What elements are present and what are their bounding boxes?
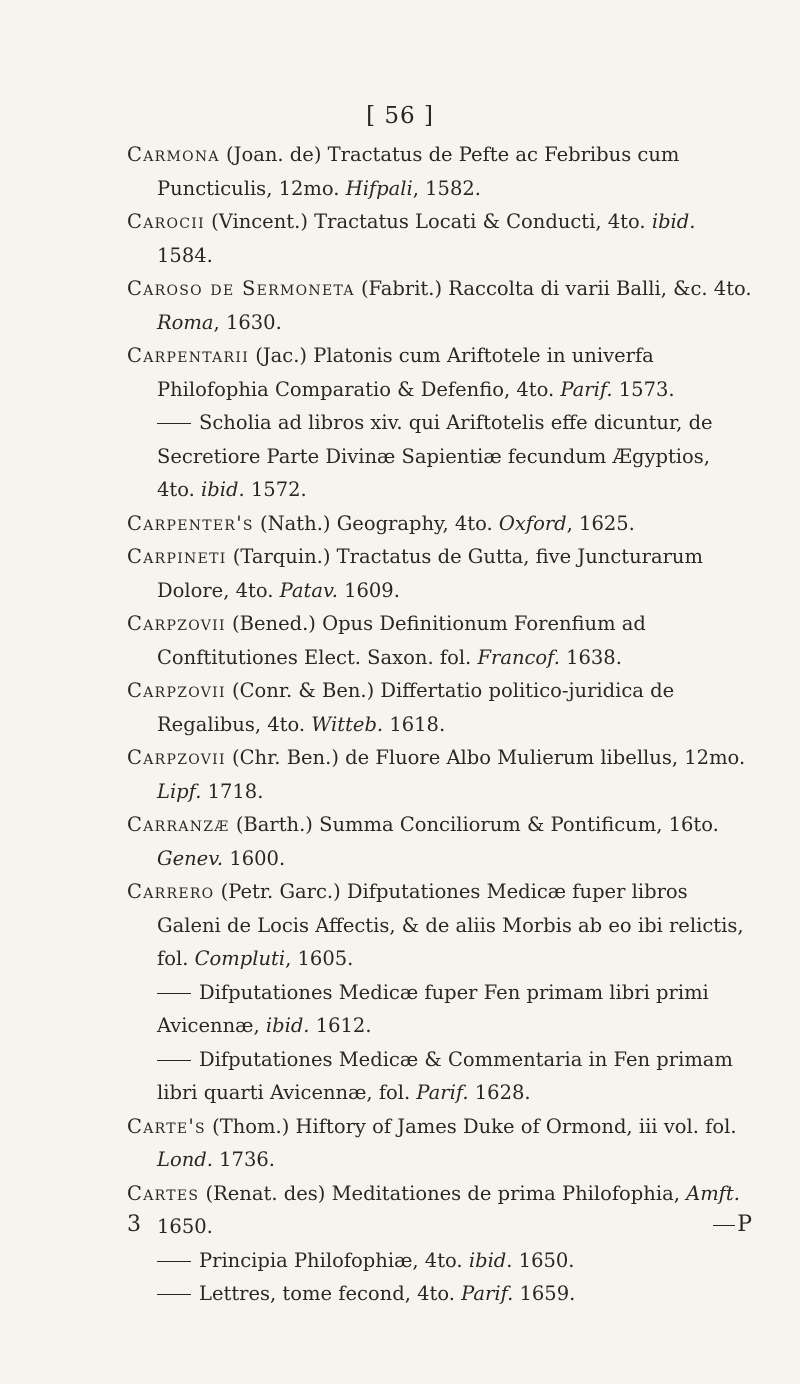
entry-text: Scholia ad libros xiv. qui Ariftotelis effe dicuntur, de Secretiore Parte Divinæ Sapientiæ fecundum Ægyptios, 4to. — [157, 411, 713, 501]
imprint-place: ibid. — [201, 478, 245, 501]
entry-text: (Joan. de) Tractatus de Pefte ac Febribus cum Puncticulis, 12mo. — [157, 143, 680, 200]
author-name: Cartes — [127, 1181, 200, 1205]
imprint-year: 1650. — [512, 1248, 575, 1272]
entry-text: (Chr. Ben.) de Fluore Albo Mulierum libellus, 12mo. — [225, 746, 746, 769]
entry-text: Difputationes Medicæ & Commentaria in Fen primam libri quarti Avicennæ, fol. — [157, 1047, 733, 1104]
bibliography-entry — [127, 607, 752, 674]
imprint-year: 1650. — [157, 1215, 213, 1238]
entry-text: Principia Philofophiæ, 4to. — [199, 1248, 469, 1272]
imprint-place: ibid. — [265, 1014, 310, 1037]
imprint-year: , 1582. — [412, 176, 481, 200]
entry-text: (Jac.) Platonis cum Ariftotele in univerfa Philofophia Comparatio & Defenfio, 4to. — [157, 344, 654, 401]
entry-text: (Fabrit.) Raccolta di varii Balli, &c. 4to. — [354, 277, 752, 300]
imprint-place: ibid. — [468, 1248, 513, 1272]
imprint-year: 1718. — [201, 779, 264, 803]
imprint-year: 1573. — [612, 377, 675, 401]
imprint-place: Francof. — [477, 645, 560, 669]
entry-text: (Bened.) Opus Definitionum Forenfium ad Conftitutiones Elect. Saxon. fol. — [157, 612, 646, 669]
sub-entry — [127, 976, 752, 1043]
imprint-year: 1659. — [513, 1282, 576, 1305]
imprint-year: , 1625. — [566, 511, 635, 535]
entry-text: Difputationes Medicæ fuper Fen primam libri primi Avicennæ, — [157, 980, 709, 1037]
bibliography-entry — [127, 272, 752, 339]
entry-text: (Petr. Garc.) Difputationes Medicæ fuper libros Galeni de Locis Affectis, & de aliis Morbis ab eo ibi relictis, fol. — [157, 880, 744, 970]
bibliography-entry — [127, 1110, 752, 1177]
entry-text: (Conr. & Ben.) Differtatio politico-juridica de Regalibus, 4to. — [157, 679, 675, 736]
catchword-dash — [713, 1225, 735, 1226]
catchword-text: P — [737, 1212, 752, 1237]
entry-text: (Thom.) Hiftory of James Duke of Ormond, iii vol. fol. — [205, 1114, 737, 1138]
imprint-year: 1638. — [559, 645, 622, 669]
imprint-year: 1584. — [157, 243, 213, 267]
ditto-dash — [157, 1294, 191, 1295]
author-name: Carpenter's — [127, 511, 254, 535]
imprint-year: 1572. — [244, 478, 307, 501]
imprint-place: Amft. — [686, 1181, 740, 1205]
author-name: Carte's — [127, 1114, 206, 1138]
ditto-dash — [157, 1261, 191, 1262]
author-name: Carpineti — [127, 545, 227, 568]
signature-mark: 3 — [127, 1212, 141, 1237]
imprint-year: 1609. — [337, 578, 400, 602]
ditto-dash — [157, 1060, 191, 1061]
ditto-dash — [157, 423, 191, 424]
imprint-place: Oxford — [498, 511, 567, 535]
entry-text: Lettres, tome fecond, 4to. — [199, 1282, 462, 1305]
author-name: Carpentarii — [127, 344, 250, 367]
imprint-year: 1618. — [383, 712, 446, 736]
author-name: Carocii — [127, 210, 205, 233]
entry-text: (Renat. des) Meditationes de prima Philofophia, — [199, 1181, 687, 1205]
imprint-place: Parif. — [461, 1282, 514, 1305]
imprint-year: , 1630. — [213, 310, 282, 334]
imprint-place: Compluti — [194, 947, 286, 970]
imprint-place: Lipf. — [157, 779, 202, 803]
bibliography-entry — [127, 540, 752, 607]
imprint-place: Parif. — [560, 377, 613, 401]
imprint-place: Patav. — [279, 578, 338, 602]
bibliography-entry — [127, 339, 752, 406]
imprint-place: Lond. — [157, 1148, 213, 1171]
entry-text: (Tarquin.) Tractatus de Gutta, five Juncturarum Dolore, 4to. — [157, 545, 703, 602]
entry-text: (Vincent.) Tractatus Locati & Conducti, 4to. — [204, 210, 652, 233]
author-name: Carpzovii — [127, 679, 226, 702]
imprint-place: Genev. — [157, 846, 224, 870]
sub-entry — [127, 1043, 752, 1110]
page-footer — [127, 1212, 752, 1252]
author-name: Carmona — [127, 143, 220, 166]
author-name: Caroso de Sermoneta — [127, 277, 355, 300]
author-name: Carranzæ — [127, 813, 230, 836]
entry-text: (Nath.) Geography, 4to. — [253, 511, 499, 535]
author-name: Carrero — [127, 880, 215, 903]
page-number: [ 56 ] — [366, 103, 434, 129]
catchword — [713, 1212, 752, 1237]
imprint-place: ibid. — [651, 210, 696, 233]
bibliography-entries — [127, 138, 752, 1311]
sub-entry — [127, 1277, 752, 1311]
bibliography-entry — [127, 741, 752, 808]
ditto-dash — [157, 993, 191, 994]
bibliography-entry — [127, 875, 752, 976]
bibliography-entry — [127, 138, 752, 205]
bibliography-entry — [127, 674, 752, 741]
bibliography-entry — [127, 808, 752, 875]
imprint-place: Hifpali — [345, 176, 413, 200]
bibliography-entry — [127, 507, 752, 541]
bibliography-entry — [127, 205, 752, 272]
author-name: Carpzovii — [127, 612, 226, 635]
imprint-place: Roma — [157, 310, 214, 334]
author-name: Carpzovii — [127, 746, 226, 769]
sub-entry — [127, 406, 752, 507]
imprint-year: 1736. — [212, 1148, 275, 1171]
imprint-year: 1612. — [309, 1014, 372, 1037]
imprint-year: 1628. — [468, 1081, 531, 1104]
imprint-place: Witteb. — [311, 712, 384, 736]
imprint-year: 1600. — [223, 846, 286, 870]
imprint-place: Parif. — [416, 1081, 469, 1104]
imprint-year: , 1605. — [285, 947, 354, 970]
entry-text: (Barth.) Summa Conciliorum & Pontificum, 16to. — [229, 813, 719, 836]
